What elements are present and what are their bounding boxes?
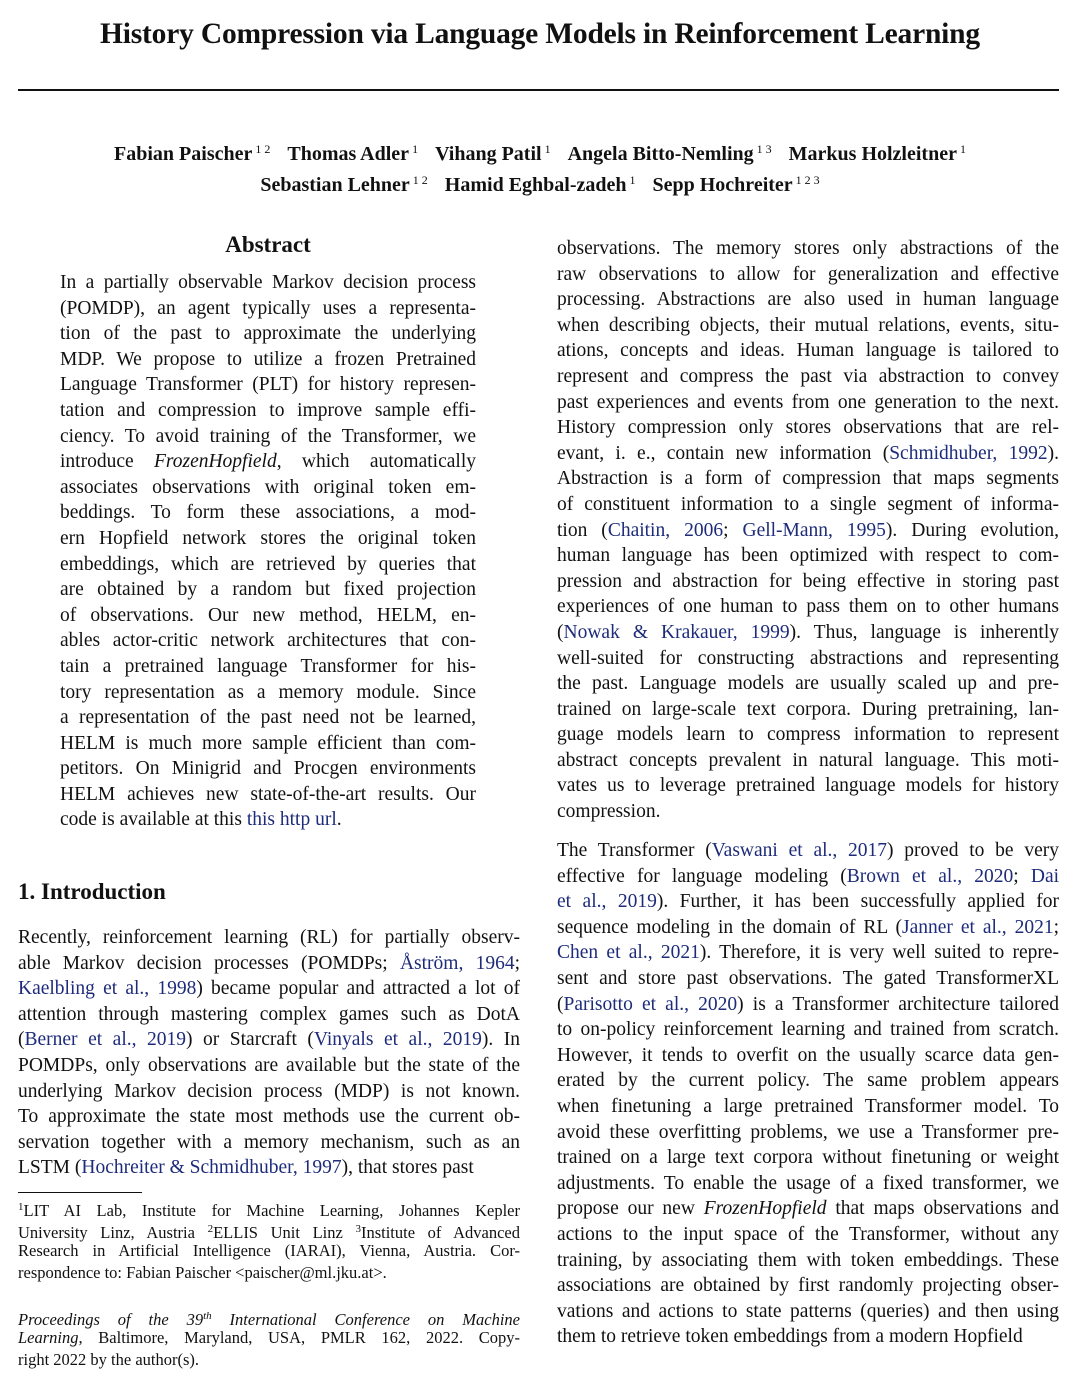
- text-line: trained on a large text corpora without finetuning or weight: [557, 1147, 1059, 1169]
- affiliation-footnote: [18, 1196, 520, 1284]
- footnote-rule: [18, 1192, 142, 1193]
- text-line: associates observations with original token em-: [60, 476, 476, 498]
- citation-link[interactable]: Janner et al., 2021: [902, 916, 1054, 938]
- superscript: 1: [18, 1201, 24, 1213]
- author: Sebastian Lehner $^{1 2}$: [260, 173, 428, 196]
- text-line: (Berner et al., 2019) or Starcraft (Vinyals et al., 2019). In: [18, 1029, 521, 1051]
- text-line: guage models learn to compress information to represent: [557, 724, 1059, 746]
- text-line: ables actor-critic network architectures that con-: [60, 630, 476, 652]
- citation-link[interactable]: Berner et al., 2019: [24, 1029, 187, 1051]
- text-line: sequence modeling in the domain of RL (Janner et al., 2021;: [557, 916, 1060, 938]
- text-line: tion (Chaitin, 2006; Gell-Mann, 1995). During evolution,: [557, 519, 1059, 541]
- citation-link[interactable]: Parisotto et al., 2020: [563, 993, 738, 1015]
- text-line: a representation of the past need not be learned,: [60, 707, 476, 729]
- text-line: History compression only stores observations that are rel-: [557, 417, 1059, 439]
- author: Vihang Patil $^1$: [435, 142, 551, 165]
- text-line: able Markov decision processes (POMDPs; Åström, 1964;: [18, 952, 520, 974]
- author: Fabian Paischer $^{1 2}$: [114, 142, 271, 165]
- text-line: HELM achieves new state-of-the-art results. Our: [60, 783, 476, 805]
- text-line: University Linz, Austria $^2$ELLIS Unit Linz $^3$Institute of Advanced: [18, 1223, 521, 1242]
- text-line: tation and compression to improve sample effi-: [60, 399, 476, 421]
- text-line: associations are obtained by first randomly projecting obser-: [557, 1275, 1059, 1297]
- citation-link[interactable]: Chen et al., 2021: [557, 942, 700, 964]
- text-line: adjustments. To enable the usage of a fixed transformer, we: [557, 1172, 1059, 1194]
- text-line: them to retrieve token embeddings from a modern Hopfield: [557, 1326, 1023, 1348]
- text-line: pression and abstraction for being effective in storing past: [557, 570, 1059, 592]
- text-line: well-suited for constructing abstractions and representing: [557, 647, 1059, 669]
- italic-text: International Conference on Machine: [211, 1310, 521, 1329]
- citation-link[interactable]: Brown et al., 2020: [846, 865, 1014, 887]
- text-line: when finetuning a large pretrained Transformer model. To: [557, 1095, 1059, 1117]
- italic-text: Learning: [18, 1328, 79, 1347]
- right-column-paragraph-2: [557, 838, 1059, 1350]
- text-line: underlying Markov decision process (MDP) is not known.: [18, 1080, 520, 1102]
- text-line: (Nowak & Krakauer, 1999). Thus, language is inherently: [557, 621, 1059, 643]
- text-line: processing. Abstractions are also used in human language: [557, 289, 1059, 311]
- text-line: avoid these overfitting problems, we use a Transformer pre-: [557, 1121, 1059, 1143]
- text-line: trained on large-scale text corpora. During pretraining, lan-: [557, 698, 1059, 720]
- text-line: ciency. To avoid training of the Transformer, we: [60, 425, 476, 447]
- text-line: sent and store past observations. The gated TransformerXL: [557, 967, 1059, 989]
- text-line: erated by the current policy. The same problem appears: [557, 1070, 1059, 1092]
- text-line: petitors. On Minigrid and Procgen environments: [60, 758, 476, 780]
- text-line: Learning, Baltimore, Maryland, USA, PMLR 162, 2022. Copy-: [18, 1328, 520, 1347]
- text-line: respondence to: Fabian Paischer <paischer@ml.jku.at>.: [18, 1263, 387, 1282]
- italic-text: Proceedings of the 39: [18, 1310, 204, 1329]
- text-line: attention through mastering complex games such as DotA: [18, 1003, 520, 1025]
- text-line: (Parisotto et al., 2020) is a Transformer architecture tailored: [557, 993, 1059, 1015]
- text-line: human language has been optimized with respect to com-: [557, 545, 1059, 567]
- text-line: MDP. We propose to utilize a frozen Pretrained: [60, 348, 476, 370]
- citation-link[interactable]: Schmidhuber, 1992: [889, 442, 1048, 464]
- text-line: tain a pretrained language Transformer for his-: [60, 655, 476, 677]
- citation-link[interactable]: Gell-Mann, 1995: [742, 519, 886, 541]
- abstract-body: [60, 270, 476, 833]
- superscript: th: [203, 1310, 212, 1322]
- text-line: [18, 1305, 520, 1327]
- text-line: tory representation as a memory module. Since: [60, 681, 476, 703]
- text-line: Language Transformer (PLT) for history represen-: [60, 374, 476, 396]
- author: Angela Bitto-Nemling $^{1 3}$: [567, 142, 772, 165]
- text-line: embeddings, which are retrieved by queries that: [60, 553, 476, 575]
- text-line: represent and compress the past via abstraction to convey: [557, 365, 1059, 387]
- text-line: abstract concepts prevalent in natural language. This moti-: [557, 749, 1059, 771]
- text-line: experiences of one human to pass them on to other humans: [557, 596, 1059, 618]
- author: Thomas Adler $^1$: [287, 142, 419, 165]
- text-line: beddings. To form these associations, a mod-: [60, 502, 476, 524]
- text-line: LSTM (Hochreiter & Schmidhuber, 1997), that stores past: [18, 1157, 474, 1179]
- citation-link[interactable]: Kaelbling et al., 1998: [18, 978, 197, 1000]
- citation-link[interactable]: Vaswani et al., 2017: [711, 840, 888, 861]
- text-line: when describing objects, their mutual relations, events, situ-: [557, 314, 1059, 336]
- title-rule: [18, 89, 1059, 91]
- text-line: to on-policy reinforcement learning and trained from scratch.: [557, 1019, 1059, 1041]
- superscript: 3: [355, 1223, 361, 1235]
- text-line: vations and actions to state patterns (queries) and then using: [557, 1300, 1059, 1322]
- italic-text: FrozenHopfield: [153, 451, 277, 473]
- citation-link[interactable]: Hochreiter & Schmidhuber, 1997: [81, 1157, 342, 1179]
- text-line: HELM is much more sample efficient than com-: [60, 732, 476, 754]
- text-line: Kaelbling et al., 1998) became popular and attracted a lot of: [18, 978, 521, 1000]
- text-line: ations, concepts and ideas. Human language is tailored to: [557, 340, 1059, 362]
- text-line: effective for language modeling (Brown et al., 2020; Dai: [557, 865, 1060, 887]
- text-line: POMDPs, only observations are available but the state of the: [18, 1054, 520, 1076]
- paper-title: History Compression via Language Models in Reinforcement Learning: [100, 18, 980, 50]
- text-line: Research in Artificial Intelligence (IARAI), Vienna, Austria. Cor-: [18, 1241, 520, 1260]
- author: Sepp Hochreiter $^{1 2 3}$: [652, 173, 820, 196]
- right-column-paragraph-1: [557, 236, 1059, 825]
- text-line: propose our new FrozenHopfield that maps observations and: [557, 1198, 1060, 1220]
- text-line: of constituent information to a single segment of informa-: [557, 493, 1059, 515]
- text-line: However, it tends to overfit on the usually scarce data gen-: [557, 1044, 1059, 1066]
- text-line: The Transformer (Vaswani et al., 2017) proved to be very: [557, 840, 1059, 861]
- text-line: training, by associating them with token embeddings. These: [557, 1249, 1059, 1271]
- text-line: of observations. Our new method, HELM, en-: [60, 604, 476, 626]
- text-line: evant, i. e., contain new information (Schmidhuber, 1992).: [557, 442, 1059, 464]
- citation-link[interactable]: Nowak & Krakauer, 1999: [563, 621, 790, 643]
- text-line: servation together with a memory mechanism, such as an: [18, 1131, 520, 1153]
- text-line: actions to the input space of the Transformer, without any: [557, 1223, 1059, 1245]
- text-line: Chen et al., 2021). Therefore, it is very well suited to repre-: [557, 942, 1060, 964]
- text-line: To approximate the state most methods use the current ob-: [18, 1106, 520, 1128]
- citation-link[interactable]: Dai: [1030, 865, 1060, 887]
- citation-link[interactable]: Chaitin, 2006: [607, 519, 724, 541]
- text-line: compression.: [557, 801, 661, 823]
- citation-link[interactable]: Vinyals et al., 2019: [313, 1029, 482, 1051]
- citation-link[interactable]: et al., 2019: [557, 891, 657, 913]
- text-line: introduce FrozenHopfield, which automatically: [60, 451, 476, 473]
- text-line: ern Hopfield network stores the original token: [60, 527, 476, 549]
- text-line: et al., 2019). Further, it has been successfully applied for: [557, 891, 1059, 913]
- text-line: right 2022 by the author(s).: [18, 1350, 200, 1369]
- text-line: observations. The memory stores only abstractions of the: [557, 238, 1059, 259]
- text-line: (POMDP), an agent typically uses a representa-: [60, 297, 476, 319]
- author-list: [0, 136, 1080, 198]
- author: Markus Holzleitner $^1$: [788, 142, 966, 165]
- proceedings-note: [18, 1305, 520, 1371]
- citation-link[interactable]: Åström, 1964: [399, 952, 515, 974]
- text-line: In a partially observable Markov decision process: [60, 272, 476, 293]
- abstract-heading: Abstract: [225, 232, 311, 257]
- text-line: vates us to leverage pretrained language models for history: [557, 775, 1059, 797]
- text-line: Recently, reinforcement learning (RL) for partially observ-: [18, 927, 520, 948]
- citation-link[interactable]: this http url: [246, 809, 337, 831]
- text-line: Abstraction is a form of compression that maps segments: [557, 468, 1059, 490]
- italic-text: FrozenHopfield: [703, 1198, 827, 1220]
- text-line: $^1$LIT AI Lab, Institute for Machine Learning, Johannes Kepler: [18, 1201, 520, 1220]
- author: Hamid Eghbal-zadeh $^1$: [444, 173, 636, 196]
- text-line: past experiences and events from one generation to the next.: [557, 391, 1059, 413]
- text-line: code is available at this this http url.: [60, 809, 342, 831]
- author-row-2: [0, 167, 1080, 198]
- superscript: 2: [207, 1223, 214, 1235]
- text-line: the past. Language models are usually scaled up and pre-: [557, 673, 1059, 695]
- text-line: are obtained by a random but fixed projection: [60, 579, 476, 601]
- introduction-body: [18, 925, 520, 1181]
- text-line: tion of the past to approximate the underlying: [60, 323, 476, 345]
- text-line: raw observations to allow for generalization and effective: [557, 263, 1059, 285]
- introduction-heading: 1. Introduction: [18, 879, 166, 904]
- author-row-1: [0, 136, 1080, 167]
